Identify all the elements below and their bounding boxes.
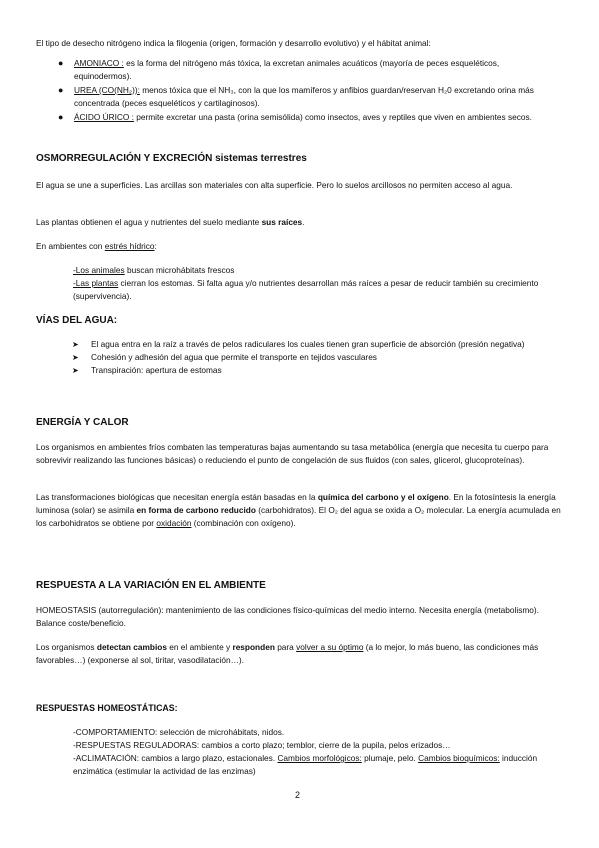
text: para [274, 642, 297, 652]
text: En ambientes con [36, 241, 105, 251]
section-heading-respuesta: RESPUESTA A LA VARIACIÓN EN EL AMBIENTE [36, 580, 266, 591]
underlined-text: oxidación [156, 518, 192, 528]
text: (combinación con oxígeno). [191, 518, 296, 528]
text: (carbohidratos). El O₂ del agua se oxida a O₂ molecular. La energía acumulada en los carbohidratos se obtiene por [36, 505, 561, 528]
list-item [72, 364, 552, 377]
water-path-list [72, 338, 552, 377]
text: cierran los estomas. Si falta agua y/o nutrientes desarrollan más raíces a pesar de reducir también su crecimiento (supervivencia). [73, 278, 539, 301]
text: Cohesión y adhesión del agua que permite el transporte en tejidos vasculares [91, 352, 377, 362]
text: . En la fotosíntesis la energía luminosa (solar) se asimila [36, 492, 556, 515]
term: AMONIACO : [74, 58, 124, 68]
paragraph: El agua se une a superficies. Las arcillas son materiales con alta superficie. Pero lo suelos arcillosos no permiten acceso al agua. [36, 180, 513, 190]
bold-text: detectan cambios [96, 642, 167, 652]
indented-line: -RESPUESTAS REGULADORAS: cambios a corto plazo; temblor, cierre de la pupila, pelos erizados… [73, 740, 451, 750]
text: (a lo mejor, lo más bueno, las condiciones más favorables…) (exponerse al sol, tiritar, vasodilatación…). [36, 642, 539, 665]
paragraph [36, 491, 568, 530]
text: Transpiración: apertura de estomas [91, 365, 222, 375]
text: -ACLIMATACIÓN: cambios a largo plazo, estacionales. [73, 753, 278, 763]
list-item [58, 111, 558, 124]
text: permite excretar una pasta (orina semisólida) como insectos, aves y reptiles que viven en ambientes secos. [133, 112, 532, 122]
text: buscan microhábitats frescos [124, 265, 235, 275]
paragraph [36, 641, 568, 667]
text: El agua entra en la raíz a través de pelos radiculares los cuales tienen gran superficie de absorción (presión negativa) [91, 339, 525, 349]
bold-text: en forma de carbono reducido [136, 505, 256, 515]
indented-line [73, 752, 563, 778]
paragraph [36, 216, 568, 229]
section-heading-vias: VÍAS DEL AGUA: [36, 315, 118, 326]
bullet-icon: ● [58, 58, 64, 68]
page-number: 2 [295, 790, 301, 800]
text: : [154, 241, 157, 251]
indented-line: -COMPORTAMIENTO: selección de microhábitats, nidos. [73, 727, 285, 737]
underlined-text: volver a su óptimo [296, 642, 364, 652]
paragraph [36, 240, 568, 253]
text: . [302, 217, 305, 227]
bold-text: responden [232, 642, 275, 652]
bold-text: sus raíces [261, 217, 303, 227]
underlined-text: -Las plantas [73, 278, 119, 288]
paragraph: HOMEOSTASIS (autorregulación): mantenimiento de las condiciones físico-químicas del medio interno. Necesita energía (metabolismo). Balance coste/beneficio. [36, 605, 539, 628]
term: UREA (CO(NH₂)): [74, 85, 140, 95]
text: plumaje, pelo. [361, 753, 419, 763]
underlined-text: Cambios morfológicos: [277, 753, 362, 763]
nitrogen-waste-list [58, 57, 558, 125]
section-heading-homeo: RESPUESTAS HOMEOSTÁTICAS: [36, 703, 178, 713]
section-heading-energia: ENERGÍA Y CALOR [36, 417, 129, 428]
bullet-icon: ● [58, 112, 64, 122]
underlined-text: estrés hídrico [104, 241, 155, 251]
text: Las plantas obtienen el agua y nutrientes del suelo mediante [36, 217, 262, 227]
paragraph: Los organismos en ambientes fríos combaten las temperaturas bajas aumentando su tasa metabólica (energía que necesita tu cuerpo para sobrevivir realizando las funciones básicas) o reduciendo el punto de congelación de sus fluidos (con sales, glicerol, glucoproteínas). [36, 442, 549, 465]
text: menos tóxica que el NH₃, con la que los mamíferos y anfibios guardan/reservan H₂0 excretando orina más concentrada (peces esqueléticos y cartilaginosos). [74, 85, 534, 108]
arrow-bullet-icon: ➤ [72, 340, 79, 349]
text: Las transformaciones biológicas que necesitan energía están basadas en la [36, 492, 318, 502]
text: en el ambiente y [166, 642, 233, 652]
list-item [72, 338, 552, 351]
list-item [58, 84, 558, 110]
bold-text: química del carbono y el oxígeno [317, 492, 449, 502]
underlined-text: -Los animales [73, 265, 125, 275]
underlined-text: Cambios bioquímicos: [418, 753, 500, 763]
bullet-icon: ● [58, 85, 64, 95]
indented-line [73, 264, 563, 277]
indented-line [73, 277, 563, 303]
text: Los organismos [36, 642, 97, 652]
text: inducción enzimática (estimular la actividad de las enzimas) [73, 753, 538, 776]
section-heading-osmo: OSMORREGULACIÓN Y EXCRECIÓN sistemas terrestres [36, 153, 307, 164]
term: ÁCIDO ÚRICO : [74, 112, 134, 122]
arrow-bullet-icon: ➤ [72, 366, 79, 375]
intro-paragraph: El tipo de desecho nitrógeno indica la filogenia (origen, formación y desarrollo evolutivo) y el hábitat animal: [36, 38, 431, 48]
text: es la forma del nitrógeno más tóxica, la excretan animales acuáticos (mayoría de peces esqueléticos, equinodermos). [74, 58, 500, 81]
list-item [72, 351, 552, 364]
arrow-bullet-icon: ➤ [72, 353, 79, 362]
list-item [58, 57, 558, 83]
